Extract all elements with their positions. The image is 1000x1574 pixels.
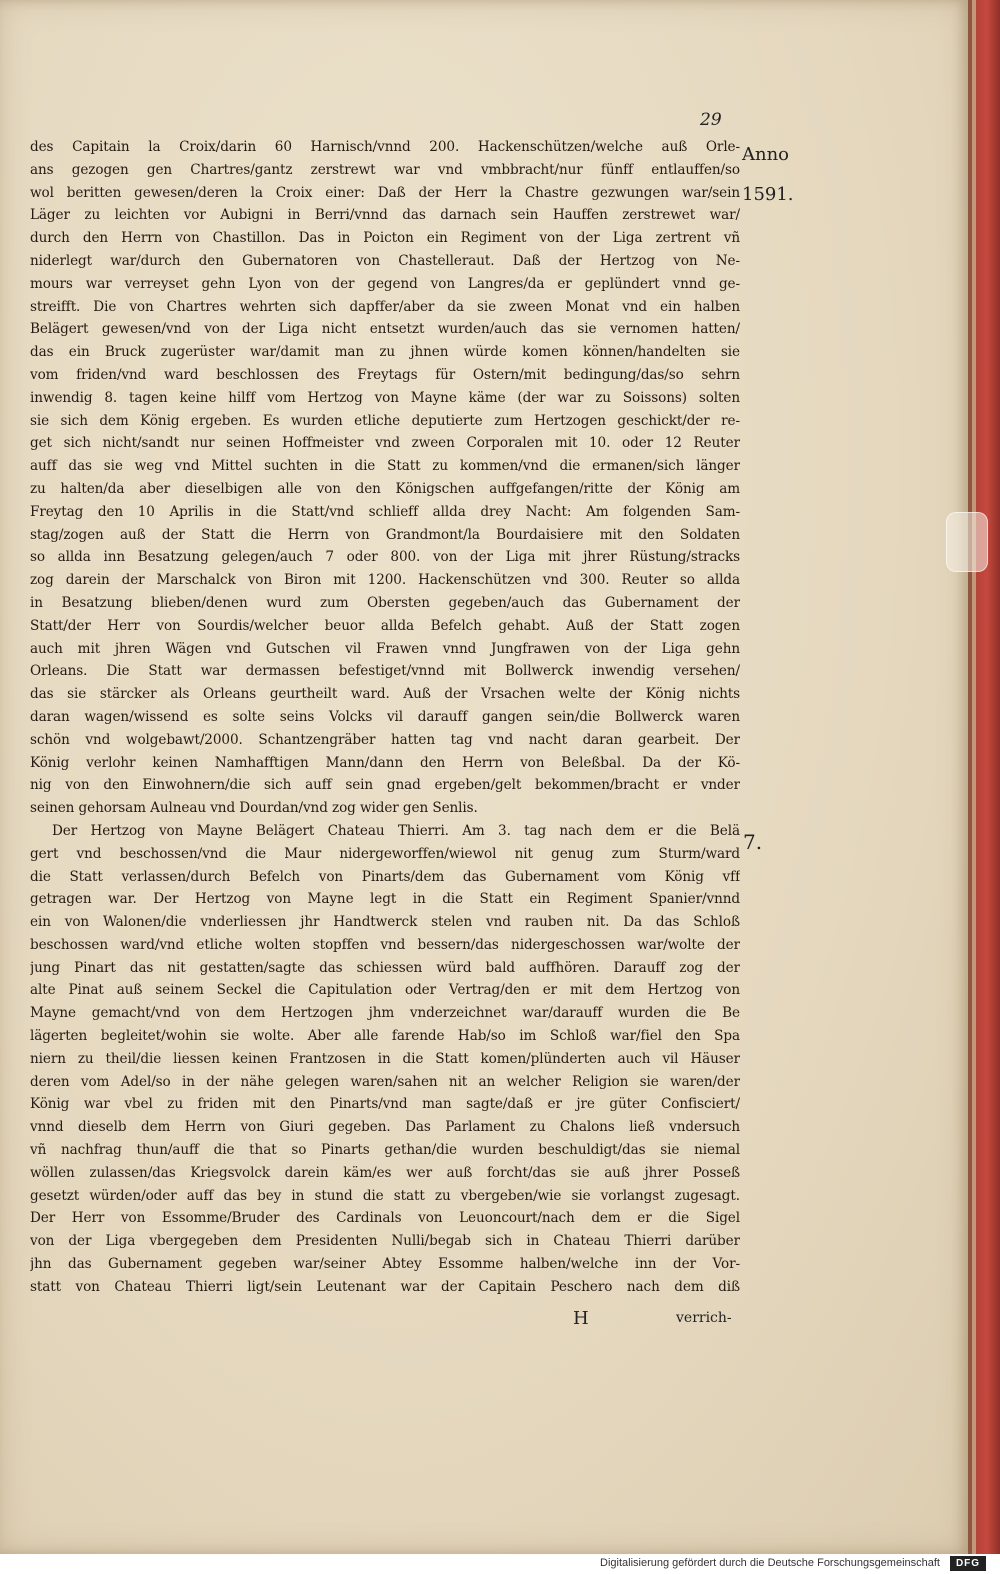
text-line: beschossen ward/vnd etliche wolten stopffen vnd bessern/das nidergeschossen war/wolte der [30, 936, 740, 953]
text-line: so allda inn Besatzung gelegen/auch 7 oder 800. von der Liga mit jhrer Rüstung/stracks [30, 549, 740, 566]
text-line: daran wagen/wissend es solte seins Volcks vil darauff gangen sein/die Bollwerck waren [30, 708, 740, 725]
text-line: nig von den Einwohnern/die sich auff sein gnad ergeben/gelt bekommen/bracht er vnder [30, 777, 740, 794]
text-block [30, 136, 740, 1299]
text-line: alte Pinat auß seinem Seckel die Capitulation oder Vertrag/den er mit dem Hertzog von [30, 982, 740, 999]
dfg-logo: DFG [950, 1556, 986, 1571]
text-line: das sie stärcker als Orleans geurtheilt ward. Auß der Vrsachen welte der König nichts [30, 686, 740, 703]
text-line: Orleans. Die Statt war dermassen befestiget/vnnd mit Bollwerck inwendig versehen/ [30, 663, 740, 680]
text-line: König verlohr keinen Namhafftigen Mann/dann den Herrn von Beleßbal. Da der Kö- [30, 754, 740, 771]
text-line: statt von Chateau Thierri ligt/sein Leutenant war der Capitain Peschero nach dem diß [30, 1278, 740, 1295]
text-line: vom friden/vnd ward beschlossen des Freytags für Ostern/mit bedingung/das/so sehrn [30, 366, 740, 383]
text-line: sie sich dem König ergeben. Es wurden etliche deputierte zum Hertzogen geschickt/der re- [30, 412, 740, 429]
text-line: schön vnd wolgebawt/2000. Schantzengräber hatten tag vnd nacht daran gearbeit. Der [30, 731, 740, 748]
text-line: streifft. Die von Chartres wehrten sich dapffer/aber da sie zween Monat vnd ein halben [30, 298, 740, 315]
text-line: niern zu theil/die liessen keinen Frantzosen in die Statt komen/plünderten auch vil Häuser [30, 1050, 740, 1067]
footer-credit: Digitalisierung gefördert durch die Deutsche Forschungsgemeinschaft [600, 1557, 940, 1569]
text-line: zu halten/da aber dieselbigen alle von den Königschen auffgefangen/ritte der König am [30, 480, 740, 497]
text-line: Läger zu leichten vor Aubigni in Berri/vnnd das darnach sein Hauffen zerstrewet war/ [30, 207, 740, 224]
text-line: Statt/der Herr von Sourdis/welcher beuor allda Befelch gehabt. Auß der Statt zogen [30, 617, 740, 634]
text-line: ans gezogen gen Chartres/gantz zerstrewt war vnd vmbbracht/nur fünff entlauffen/so [30, 161, 740, 178]
text-line: mours war verreyset gehn Lyon von der gegend von Langres/da er geplündert vnnd ge- [30, 275, 740, 292]
page-number: 29 [700, 110, 722, 130]
text-line: Der Herr von Essomme/Bruder des Cardinals von Leuoncourt/nach dem er die Sigel [30, 1210, 740, 1227]
year-marginal-label: Anno 1591. [742, 144, 794, 205]
marginal-section-number: 7. [743, 830, 763, 854]
footer-bar [0, 1554, 1000, 1574]
text-line: ein von Walonen/die vnderliessen jhr Handtwerck stelen vnd rauben nit. Da das Schloß [30, 914, 740, 931]
text-line: deren vom Adel/so in der nähe gelegen waren/sahen nit an welcher Religion sie waren/der [30, 1073, 740, 1090]
text-line: wöllen zulassen/das Kriegsvolck darein käm/es wer auß forcht/das sie auß jhrer Posseß [30, 1164, 740, 1181]
text-line: König war vbel zu friden mit den Pinarts/vnd man sagte/daß er jre güter Confisciert/ [30, 1096, 740, 1113]
text-line: inwendig 8. tagen keine hilff vom Hertzog von Mayne käme (der war zu Soissons) solten [30, 389, 740, 406]
text-line: wol beritten gewesen/deren la Croix einer: Daß der Herr la Chastre gezwungen war/sein [30, 184, 740, 201]
text-line: in Besatzung blieben/denen wurd zum Obersten gegeben/auch das Gubernament der [30, 594, 740, 611]
text-line: getragen war. Der Hertzog von Mayne legt in die Statt ein Regiment Spanier/vnnd [30, 891, 740, 908]
text-line: Freytag den 10 Aprilis in die Statt/vnd schlieff allda drey Nacht: Am folgenden Sam- [30, 503, 740, 520]
text-line: seinen gehorsam Aulneau vnd Dourdan/vnd zog wider gen Senlis. [30, 800, 478, 817]
text-line: Belägert gewesen/vnd von der Liga nicht entsetzt wurden/auch das sie vernomen hatten/ [30, 321, 740, 338]
text-line: des Capitain la Croix/darin 60 Harnisch/vnnd 200. Hackenschützen/welche auß Orle- [30, 139, 740, 155]
text-line: jhn das Gubernament gegeben war/seiner Abtey Essomme halben/welche inn der Vor- [30, 1256, 740, 1273]
text-line: auch mit jhren Wägen vnd Gutschen vil Frawen vnnd Jungfrawen von der Liga gehn [30, 640, 740, 657]
text-line: niderlegt war/durch den Gubernatoren von Chastelleraut. Daß der Hertzog von Ne- [30, 252, 740, 269]
page-clip [946, 512, 988, 572]
text-line: Mayne gemacht/vnd von dem Hertzogen jhm vnderzeichnet war/darauff wurden die Be [30, 1005, 740, 1022]
text-line: get sich nicht/sandt nur seinen Hoffmeister vnd zween Corporalen mit 10. oder 12 Reuter [30, 435, 740, 452]
page-edge-highlight [972, 0, 976, 1554]
text-line: durch den Herrn von Chastillon. Das in Poicton ein Regiment von der Liga zertrent vñ [30, 230, 740, 247]
catchword: verrich- [676, 1310, 732, 1326]
text-line: Der Hertzog von Mayne Belägert Chateau Thierri. Am 3. tag nach dem er die Belä [52, 822, 740, 839]
text-line: von der Liga vbergegeben dem Presidenten Nulli/begab sich in Chateau Thierri darüber [30, 1233, 740, 1250]
text-line: vnnd dieselb dem Herrn von Giuri gegeben. Das Parlament zu Chalons ließ vndersuch [30, 1119, 740, 1136]
text-line: die Statt verlassen/durch Befelch von Pinarts/dem das Gubernament vom König vff [30, 868, 740, 885]
text-line: zog darein der Marschalck von Biron mit 1200. Hackenschützen vnd 300. Reuter so allda [30, 572, 740, 589]
signature-mark: H [573, 1308, 589, 1329]
text-line: das ein Bruck zugerüster war/damit man zu jhnen würde komen können/handelten sie [30, 344, 740, 361]
text-line: vñ nachfrag thun/auff die that so Pinarts gethan/die wurden beschuldigt/das sie niemal [30, 1142, 740, 1159]
text-line: gert vnd beschossen/vnd die Maur nidergeworffen/wiewol nit genug zum Sturm/ward [30, 845, 740, 862]
text-line: lägerten begleitet/wohin sie wolte. Aber alle farende Hab/so im Schloß war/fiel den Spa [30, 1028, 740, 1045]
text-line: gesetzt würden/oder auff das bey in stund die statt zu vbergeben/wie sie vorlangst zugesagt. [30, 1187, 740, 1204]
text-line: auff das sie weg vnd Mittel suchten in die Statt zu kommen/vnd die ermanen/sich länger [30, 458, 740, 475]
text-line: jung Pinart das nit gestatten/sagte das schiessen würd bald auffhören. Darauff zog der [30, 959, 740, 976]
text-line: stag/zogen auß der Statt die Herrn von Grandmont/la Bourdaisiere mit den Soldaten [30, 526, 740, 543]
